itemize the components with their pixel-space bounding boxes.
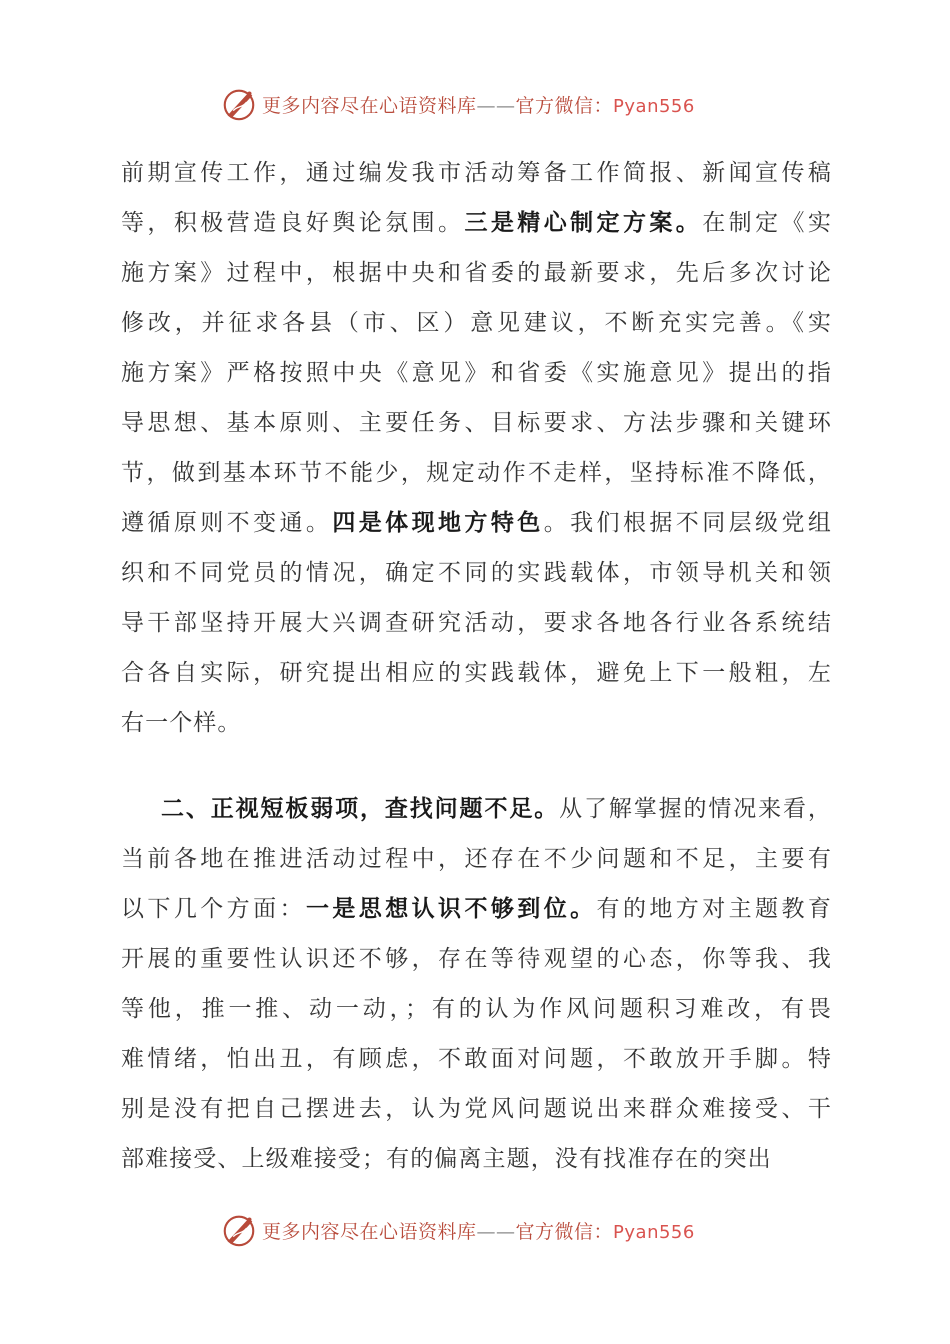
body-text-segment: 右一个样。: [121, 710, 242, 736]
document-body: [121, 148, 832, 1184]
watermark-wechat-label: 官方微信：: [515, 1220, 614, 1243]
text-line: [121, 598, 832, 648]
watermark-dash: —: [476, 94, 497, 117]
paragraph-gap: [121, 748, 832, 784]
watermark-text: [262, 1217, 695, 1244]
body-text-segment: 织和不同党员的情况，确定不同的实践载体，市领导机关和领: [121, 560, 832, 586]
text-line: [121, 648, 832, 698]
pen-logo-icon: [220, 1211, 258, 1249]
text-line: [121, 298, 832, 348]
watermark-dash-2: —: [496, 94, 516, 117]
text-line: [121, 498, 832, 548]
body-text-segment: 遵循原则不变通。: [121, 510, 333, 536]
text-line: [121, 784, 832, 834]
body-text-segment: 。我们根据不同层级党组: [543, 510, 832, 536]
body-text-segment: 修改，并征求各县（市、区）意见建议，不断充实完善。《实: [121, 310, 832, 336]
text-line: [121, 348, 832, 398]
body-text-segment: 以下几个方面：: [121, 896, 306, 922]
body-text-segment: 导干部坚持开展大兴调查研究活动，要求各地各行业各系统结: [121, 610, 832, 636]
watermark-wechat-id: Pyan556: [613, 1221, 695, 1243]
pen-logo-icon: [220, 85, 258, 123]
body-text-segment: 开展的重要性认识还不够，存在等待观望的心态，你等我、我: [121, 946, 832, 972]
body-text-segment: 从了解掌握的情况来看，: [559, 796, 832, 822]
text-line: [121, 1034, 832, 1084]
text-line: [121, 934, 832, 984]
body-text-segment: 施方案》严格按照中央《意见》和省委《实施意见》提出的指: [121, 360, 832, 386]
text-line: [121, 834, 832, 884]
watermark-text: [262, 91, 695, 118]
watermark-wechat-label: 官方微信：: [515, 94, 614, 117]
text-line: [121, 398, 832, 448]
body-text-segment: 在制定《实: [702, 210, 833, 236]
watermark-main: 更多内容尽在心语资料库: [262, 94, 477, 117]
watermark-dash-2: —: [496, 1220, 516, 1243]
watermark-dash: —: [476, 1220, 497, 1243]
text-line: [121, 448, 832, 498]
body-text-segment: 前期宣传工作，通过编发我市活动筹备工作简报、新闻宣传稿: [121, 160, 832, 186]
body-text-segment: 等，积极营造良好舆论氛围。: [121, 210, 465, 236]
body-text-segment: 节，做到基本环节不能少，规定动作不走样，坚持标准不降低，: [121, 460, 832, 486]
text-line: [121, 248, 832, 298]
body-text-segment: 合各自实际，研究提出相应的实践载体，避免上下一般粗，左: [121, 660, 832, 686]
body-text-segment: 部难接受、上级难接受；有的偏离主题，没有找准存在的突出: [121, 1146, 772, 1172]
bold-heading-text: 四是体现地方特色: [332, 509, 544, 536]
paragraph-1: [121, 148, 832, 748]
text-line: [121, 698, 832, 748]
bold-heading-text: 二、正视短板弱项，查找问题不足。: [161, 795, 560, 822]
body-text-segment: 施方案》过程中，根据中央和省委的最新要求，先后多次讨论: [121, 260, 832, 286]
bold-heading-text: 一是思想认识不够到位。: [305, 895, 597, 922]
watermark-footer: [220, 1210, 695, 1250]
body-text-segment: 等他，推一推、动一动，；有的认为作风问题积习难改，有畏: [121, 996, 832, 1022]
bold-heading-text: 三是精心制定方案。: [464, 209, 703, 236]
text-line: [121, 548, 832, 598]
text-line: [121, 884, 832, 934]
body-text-segment: 别是没有把自己摆进去，认为党风问题说出来群众难接受、干: [121, 1096, 832, 1122]
text-line: [121, 1134, 832, 1184]
body-text-segment: 导思想、基本原则、主要任务、目标要求、方法步骤和关键环: [121, 410, 832, 436]
body-text-segment: 有的地方对主题教育: [596, 896, 832, 922]
text-line: [121, 984, 832, 1034]
watermark-main: 更多内容尽在心语资料库: [262, 1220, 477, 1243]
body-text-segment: 难情绪，怕出丑，有顾虑，不敢面对问题，不敢放开手脚。特: [121, 1046, 832, 1072]
body-text-segment: 当前各地在推进活动过程中，还存在不少问题和不足，主要有: [121, 846, 832, 872]
watermark-wechat-id: Pyan556: [613, 95, 695, 117]
text-line: [121, 198, 832, 248]
paragraph-2: [121, 784, 832, 1184]
text-line: [121, 1084, 832, 1134]
text-line: [121, 148, 832, 198]
watermark-header: [220, 84, 695, 124]
